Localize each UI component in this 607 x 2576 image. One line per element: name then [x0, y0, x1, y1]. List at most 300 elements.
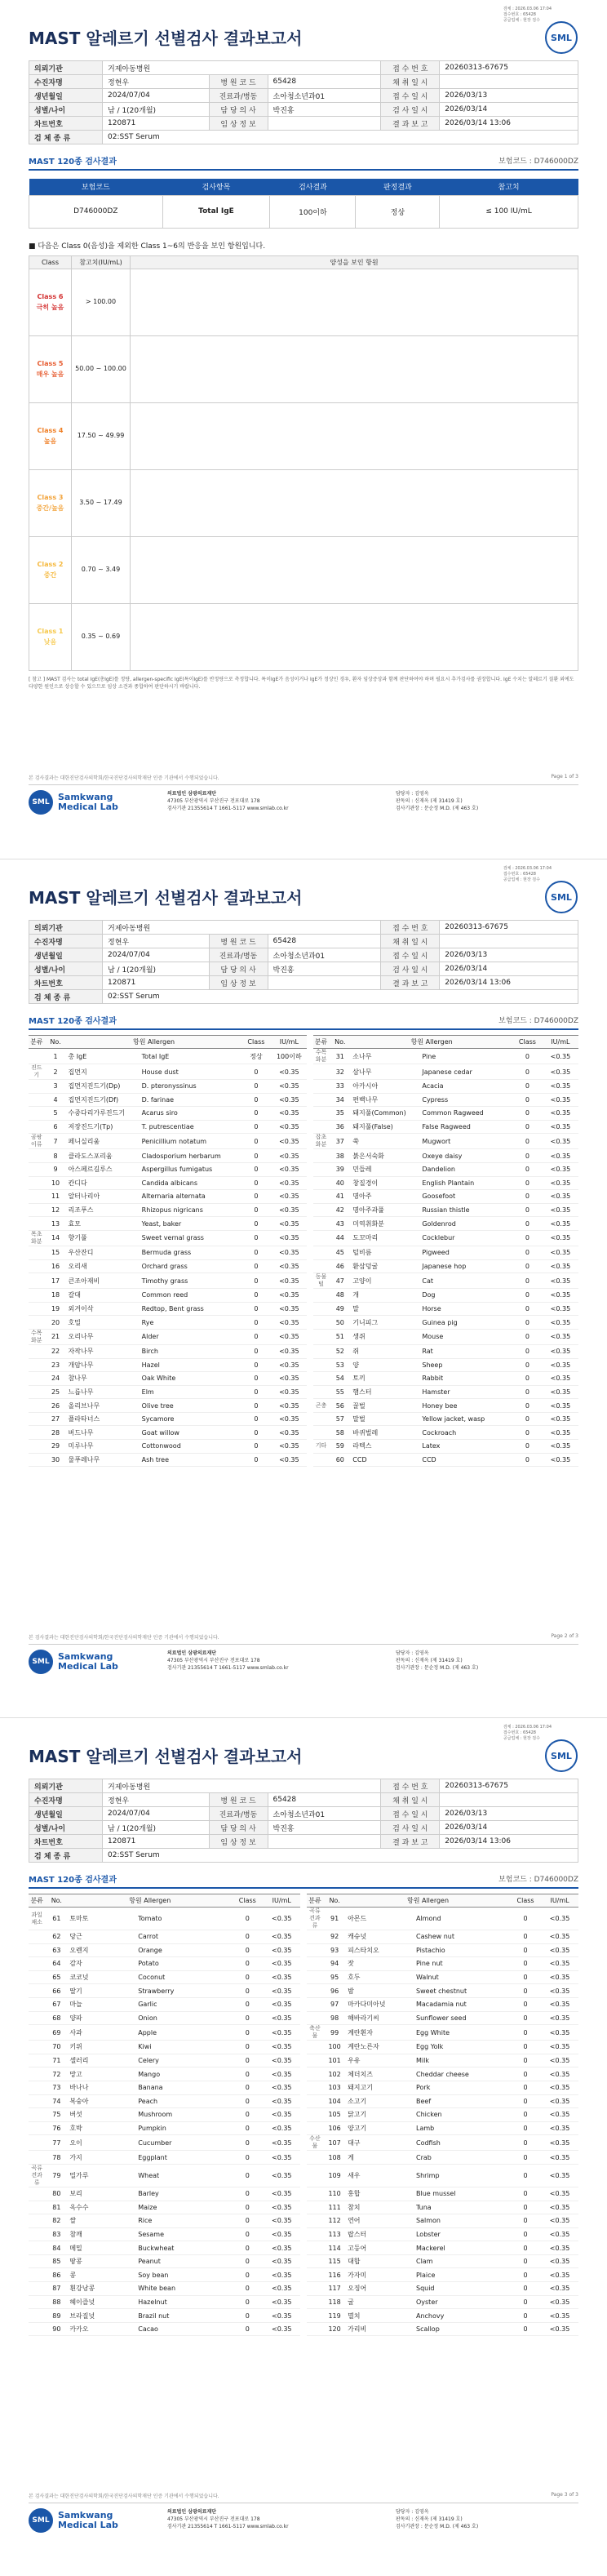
allergen-english: Apple [136, 2025, 232, 2041]
info-label: 검 사 일 시 [381, 1821, 440, 1835]
info-value: 02:SST Serum [103, 1849, 578, 1863]
category-label [29, 1344, 45, 1358]
allergen-no: 22 [45, 1344, 67, 1358]
allergen-english: Cat [420, 1273, 512, 1289]
allergen-value: <0.35 [543, 1217, 578, 1231]
info-value [440, 75, 578, 89]
allergen-english: Cypress [420, 1093, 512, 1107]
allergen-value: <0.35 [543, 1080, 578, 1094]
allergen-korean: 우산잔디 [67, 1246, 140, 1259]
allergen-class: 0 [241, 1134, 272, 1149]
allergen-value: <0.35 [263, 2214, 300, 2228]
category-label [29, 2054, 45, 2067]
allergen-korean: 코코넛 [68, 1970, 136, 1984]
table-row [29, 2187, 578, 2201]
allergen-value: <0.35 [271, 1316, 307, 1330]
category-label [313, 1385, 330, 1399]
allergen-english: Rice [136, 2214, 232, 2228]
allergen-no: 38 [329, 1149, 351, 1163]
category-label: 곰팡이류 [29, 1134, 45, 1149]
table-row [29, 2121, 578, 2135]
allergen-english: Eggplant [136, 2151, 232, 2165]
allergen-class: 0 [510, 2135, 541, 2151]
allergen-korean: 오징어 [346, 2282, 414, 2296]
allergen-value: <0.35 [541, 2201, 578, 2214]
allergen-class: 0 [512, 1302, 543, 1316]
category-label [313, 1289, 330, 1303]
info-label: 담 당 의 사 [209, 1821, 268, 1835]
allergen-korean: 효모 [67, 1217, 140, 1231]
category-label [313, 1190, 330, 1204]
allergen-korean: 연어 [346, 2214, 414, 2228]
info-value [440, 935, 578, 948]
allergen-value: <0.35 [263, 2135, 300, 2151]
allergen-no: 116 [323, 2268, 346, 2282]
category-label [29, 2041, 45, 2054]
allergen-no: 89 [45, 2309, 68, 2323]
footer-note-line [29, 1633, 578, 1645]
allergen-english: Mango [136, 2067, 232, 2081]
allergen-value: <0.35 [541, 2268, 578, 2282]
table-row [29, 1080, 578, 1094]
allergen-english: Birch [140, 1344, 241, 1358]
section-header [29, 1010, 578, 1030]
allergen-korean: 셀러리 [68, 2054, 136, 2067]
allergen-no: 100 [323, 2041, 346, 2054]
info-value: 정현우 [103, 75, 210, 89]
table-row [29, 1930, 578, 1944]
allergen-korean: 돼지고기 [346, 2081, 414, 2094]
lab-footer [29, 1650, 578, 1674]
allergen-no: 95 [323, 1970, 346, 1984]
allergen-english: Bermuda grass [140, 1246, 241, 1259]
allergen-no: 117 [323, 2282, 346, 2296]
category-label [29, 1385, 45, 1399]
category-label [313, 1203, 330, 1217]
allergen-no: 77 [45, 2135, 68, 2151]
allergen-class: 0 [512, 1329, 543, 1344]
allergen-no: 11 [45, 1190, 67, 1204]
allergen-value: <0.35 [271, 1064, 307, 1080]
table-row [29, 1273, 578, 1289]
category-label [313, 1259, 330, 1273]
table-row [29, 1399, 578, 1413]
category-label [313, 1344, 330, 1358]
category-label [313, 1162, 330, 1176]
allergen-korean: 생쥐 [351, 1329, 420, 1344]
allergen-english: Crab [414, 2151, 510, 2165]
allergen-value: <0.35 [543, 1358, 578, 1372]
allergen-value: <0.35 [263, 2081, 300, 2094]
allergen-no: 67 [45, 1997, 68, 2011]
allergen-english: Elm [140, 1385, 241, 1399]
allergen-value: <0.35 [543, 1176, 578, 1190]
allergen-korean: 호밀 [67, 1316, 140, 1330]
allergen-value: <0.35 [271, 1107, 307, 1121]
allergen-no: 28 [45, 1426, 67, 1440]
info-value: 120871 [103, 1835, 210, 1849]
allergen-korean: 소나무 [351, 1049, 420, 1064]
category-label [29, 1316, 45, 1330]
allergen-english: Chicken [414, 2108, 510, 2122]
allergen-value: 100이하 [271, 1049, 307, 1064]
category-label [29, 2268, 45, 2282]
allergen-class: 0 [241, 1329, 272, 1344]
allergen-value: <0.35 [271, 1149, 307, 1163]
category-label [313, 1120, 330, 1134]
allergen-no: 16 [45, 1259, 67, 1273]
allergen-value: <0.35 [271, 1162, 307, 1176]
section-header [29, 1869, 578, 1889]
table-row [29, 2214, 578, 2228]
allergen-value: <0.35 [263, 2187, 300, 2201]
allergen-no: 56 [329, 1399, 351, 1413]
allergen-class: 0 [241, 1273, 272, 1289]
allergen-english: Cocklebur [420, 1230, 512, 1246]
allergen-no: 51 [329, 1329, 351, 1344]
allergen-korean: 감자 [68, 1957, 136, 1971]
info-label: 의뢰기관 [29, 1779, 103, 1793]
report-title: MAST 알레르기 선별검사 결과보고서 [29, 29, 303, 48]
allergen-class: 0 [241, 1259, 272, 1273]
allergen-value: <0.35 [541, 2295, 578, 2309]
category-label [29, 1412, 45, 1426]
info-value: 2026/03/14 13:06 [440, 976, 578, 990]
allergen-class: 0 [510, 1908, 541, 1930]
allergen-value: <0.35 [263, 2025, 300, 2041]
allergen-class: 0 [510, 2254, 541, 2268]
allergen-english: Sycamore [140, 1412, 241, 1426]
allergen-class: 0 [512, 1426, 543, 1440]
allergen-class: 0 [241, 1316, 272, 1330]
info-value: 소아청소년과01 [268, 89, 381, 103]
allergen-value: <0.35 [263, 2067, 300, 2081]
allergen-korean: 고등어 [346, 2241, 414, 2255]
category-label [307, 2094, 323, 2108]
allergen-no: 37 [329, 1134, 351, 1149]
allergen-class: 0 [232, 2214, 263, 2228]
table-row [29, 1217, 578, 1231]
allergen-korean: 양 [351, 1358, 420, 1372]
col-header: 분류 [29, 1894, 45, 1908]
table-row [29, 1412, 578, 1426]
allergen-korean: 버섯 [68, 2108, 136, 2122]
category-label [307, 2322, 323, 2336]
allergen-korean: 계란노른자 [346, 2041, 414, 2054]
allergen-korean: 말 [351, 1302, 420, 1316]
allergen-value: <0.35 [263, 2227, 300, 2241]
page-number: Page 1 of 3 [551, 774, 578, 779]
category-label: 진드기 [29, 1064, 45, 1080]
allergen-class: 0 [510, 2309, 541, 2323]
allergen-english: Hazel [140, 1358, 241, 1372]
allergen-value: <0.35 [263, 2094, 300, 2108]
allergen-class: 0 [241, 1344, 272, 1358]
allergen-english: Mackerel [414, 2241, 510, 2255]
allergen-value: <0.35 [271, 1426, 307, 1440]
allergen-english: Russian thistle [420, 1203, 512, 1217]
category-label [29, 2067, 45, 2081]
table-row [29, 2254, 578, 2268]
allergen-no: 109 [323, 2164, 346, 2187]
allergen-no: 71 [45, 2054, 68, 2067]
table-row [29, 1957, 578, 1971]
positive-allergens [131, 603, 578, 670]
allergen-value: <0.35 [263, 2282, 300, 2296]
allergen-korean: 옥수수 [68, 2201, 136, 2214]
info-label: 병 원 코 드 [209, 75, 268, 89]
allergen-value: <0.35 [541, 2164, 578, 2187]
allergen-no: 54 [329, 1372, 351, 1386]
table-row [29, 1358, 578, 1372]
category-label [29, 2282, 45, 2296]
allergen-english: Honey bee [420, 1399, 512, 1413]
allergen-value: <0.35 [263, 1957, 300, 1971]
category-label [29, 1259, 45, 1273]
allergen-korean: 메밀 [68, 2241, 136, 2255]
category-label [313, 1149, 330, 1163]
allergen-no: 101 [323, 2054, 346, 2067]
allergen-class: 0 [232, 2108, 263, 2122]
allergen-value: <0.35 [541, 2135, 578, 2151]
allergen-english: D. farinae [140, 1093, 241, 1107]
allergen-value: <0.35 [263, 2322, 300, 2336]
col-header: IU/mL [541, 1894, 578, 1908]
category-label: 축산물 [307, 2025, 323, 2041]
allergen-english: Alternaria alternata [140, 1190, 241, 1204]
info-value: 2026/03/13 [440, 1807, 578, 1821]
category-label [307, 2309, 323, 2323]
allergen-korean: 오이 [68, 2135, 136, 2151]
lab-name: Medical Lab [58, 1661, 118, 1672]
info-value: 2026/03/14 [440, 1821, 578, 1835]
allergen-no: 92 [323, 1930, 346, 1944]
allergen-english: Milk [414, 2054, 510, 2067]
allergen-english: Clam [414, 2254, 510, 2268]
allergen-no: 80 [45, 2187, 68, 2201]
category-label [313, 1176, 330, 1190]
allergen-class: 0 [232, 1997, 263, 2011]
allergen-english: Pistachio [414, 1943, 510, 1957]
certification-note: 본 검사결과는 대한진단검사의학회/한국진단검사의학재단 인증 기관에서 수행되었습니다. [29, 775, 219, 781]
info-label: 채 취 일 시 [381, 935, 440, 948]
lab-signatures: 담당자 : 김영옥 판독의 : 신재옥 (제 31419 호) 검사기관장 : 문순정 M.D. (제 463 호) [396, 2509, 479, 2529]
info-label: 수진자명 [29, 1793, 103, 1807]
class-name: Class 2 중간 [29, 536, 72, 603]
info-value: 120871 [103, 976, 210, 990]
allergen-value: <0.35 [271, 1302, 307, 1316]
allergen-no: 85 [45, 2254, 68, 2268]
category-label [29, 2254, 45, 2268]
allergen-english: T. putrescentiae [140, 1120, 241, 1134]
allergen-english: Hamster [420, 1385, 512, 1399]
class-range: 3.50 ~ 17.49 [72, 469, 131, 536]
allergen-value: <0.35 [541, 2227, 578, 2241]
class-range: 17.50 ~ 49.99 [72, 402, 131, 469]
allergen-class: 0 [512, 1080, 543, 1094]
category-label [313, 1453, 330, 1467]
category-label [29, 2227, 45, 2241]
allergen-no: 64 [45, 1957, 68, 1971]
allergen-korean: 페니실리움 [67, 1134, 140, 1149]
allergen-korean: 오리새 [67, 1259, 140, 1273]
allergen-class: 0 [510, 2187, 541, 2201]
allergen-no: 42 [329, 1203, 351, 1217]
allergen-english: Egg White [414, 2025, 510, 2041]
report-page-1 [0, 0, 607, 859]
allergen-value: <0.35 [271, 1385, 307, 1399]
allergen-english: Pork [414, 2081, 510, 2094]
col-header: IU/mL [271, 1036, 307, 1049]
allergen-value: <0.35 [263, 2254, 300, 2268]
category-label: 수산물 [307, 2135, 323, 2151]
allergen-english: Orange [136, 1943, 232, 1957]
allergen-class: 0 [241, 1217, 272, 1231]
allergen-no: 111 [323, 2201, 346, 2214]
category-label [29, 2011, 45, 2025]
allergen-no: 47 [329, 1273, 351, 1289]
allergen-korean: 아몬드 [346, 1908, 414, 1930]
table-row [29, 1316, 578, 1330]
allergen-english: Tomato [136, 1908, 232, 1930]
info-label: 접 수 일 시 [381, 89, 440, 103]
allergen-english: Goosefoot [420, 1190, 512, 1204]
class-row [29, 536, 578, 603]
allergen-english: Codfish [414, 2135, 510, 2151]
allergen-no: 108 [323, 2151, 346, 2165]
allergen-korean: 편백나무 [351, 1093, 420, 1107]
allergen-english: Rye [140, 1316, 241, 1330]
allergen-value: <0.35 [541, 2241, 578, 2255]
category-label: 목초화분 [29, 1230, 45, 1246]
info-value: 정현우 [103, 1793, 210, 1807]
col-header: 항원 Allergen [67, 1036, 241, 1049]
allergen-no: 65 [45, 1970, 68, 1984]
section-header [29, 151, 578, 171]
allergen-korean: 키위 [68, 2041, 136, 2054]
table-row [29, 2322, 578, 2336]
info-value: 65428 [268, 1793, 381, 1807]
allergen-no: 66 [45, 1984, 68, 1998]
allergen-korean: 기니피그 [351, 1316, 420, 1330]
allergen-value: <0.35 [543, 1162, 578, 1176]
allergen-korean: 참깨 [68, 2227, 136, 2241]
allergen-korean: CCD [351, 1453, 420, 1467]
allergen-class: 0 [241, 1176, 272, 1190]
allergen-no: 9 [45, 1162, 67, 1176]
allergen-class: 0 [510, 2011, 541, 2025]
allergen-no: 2 [45, 1064, 67, 1080]
lab-address: 의료법인 삼광의료재단 47305 부산광역시 부산진구 전포대로 178 검사기관 21355614 T 1661-5117 www.smlab.co.kr [167, 2509, 289, 2529]
allergen-no: 74 [45, 2094, 68, 2108]
allergen-english: Latex [420, 1440, 512, 1454]
allergen-korean: 바퀴벌레 [351, 1426, 420, 1440]
category-label [313, 1316, 330, 1330]
allergen-korean: 호박 [68, 2121, 136, 2135]
allergen-class: 0 [512, 1049, 543, 1064]
class-note: ■ 다음은 Class 0(음성)을 제외한 Class 1~6의 반응을 보인 항원입니다. [29, 242, 266, 251]
allergen-korean: 땅콩 [68, 2254, 136, 2268]
allergen-class: 0 [510, 2227, 541, 2241]
allergen-english: Cottonwood [140, 1440, 241, 1454]
allergen-english: Penicillium notatum [140, 1134, 241, 1149]
col-header: 검사항목 [162, 179, 270, 195]
allergen-english: Goat willow [140, 1426, 241, 1440]
allergen-english: Potato [136, 1957, 232, 1971]
allergen-english: Kiwi [136, 2041, 232, 2054]
allergen-value: <0.35 [541, 1984, 578, 1998]
allergen-no: 36 [329, 1120, 351, 1134]
allergen-korean: 갈대 [67, 1289, 140, 1303]
col-header: No. [329, 1036, 351, 1049]
report-page-2 [0, 859, 607, 1717]
allergen-english: Plaice [414, 2268, 510, 2282]
class-range: 0.70 ~ 3.49 [72, 536, 131, 603]
allergen-korean: 망고 [68, 2067, 136, 2081]
allergen-class: 0 [510, 2025, 541, 2041]
patient-info-table [29, 60, 578, 144]
allergen-korean: 창질경이 [351, 1176, 420, 1190]
allergen-value: <0.35 [271, 1190, 307, 1204]
allergen-class: 0 [232, 1908, 263, 1930]
allergen-no: 41 [329, 1190, 351, 1204]
allergen-english: House dust [140, 1064, 241, 1080]
allergen-no: 34 [329, 1093, 351, 1107]
allergen-class: 0 [241, 1440, 272, 1454]
allergen-no: 88 [45, 2295, 68, 2309]
allergen-english: CCD [420, 1453, 512, 1467]
allergen-no: 107 [323, 2135, 346, 2151]
allergen-class: 0 [232, 2322, 263, 2336]
allergen-value: <0.35 [271, 1399, 307, 1413]
allergen-value: <0.35 [541, 2151, 578, 2165]
category-label [313, 1302, 330, 1316]
info-label: 결 과 보 고 [381, 117, 440, 131]
allergen-value: <0.35 [543, 1316, 578, 1330]
allergen-class: 0 [510, 2081, 541, 2094]
allergen-no: 24 [45, 1372, 67, 1386]
allergen-korean: 집먼지 [67, 1064, 140, 1080]
allergen-english: Acarus siro [140, 1107, 241, 1121]
allergen-value: <0.35 [271, 1080, 307, 1094]
positive-allergens [131, 402, 578, 469]
summary-cell: ≤ 100 IU/mL [440, 195, 578, 228]
info-label: 병 원 코 드 [209, 935, 268, 948]
allergen-korean: 토마토 [68, 1908, 136, 1930]
allergen-korean: 개암나무 [67, 1358, 140, 1372]
allergen-english: Peach [136, 2094, 232, 2108]
category-label [307, 2187, 323, 2201]
allergen-class: 0 [512, 1316, 543, 1330]
table-row [29, 1203, 578, 1217]
patient-info-table [29, 920, 578, 1004]
category-label [307, 2201, 323, 2214]
allergen-no: 81 [45, 2201, 68, 2214]
col-header: 판정결과 [356, 179, 440, 195]
category-label [29, 1302, 45, 1316]
section-title: MAST 120종 검사결과 [29, 1016, 117, 1026]
allergen-class: 0 [510, 2054, 541, 2067]
allergen-value: <0.35 [263, 1984, 300, 1998]
allergen-korean: 계란흰자 [346, 2025, 414, 2041]
sml-mark-icon: SML [29, 2508, 53, 2533]
allergen-value: <0.35 [541, 2214, 578, 2228]
category-label: 잡초화분 [313, 1134, 330, 1149]
allergen-korean: 양파 [68, 2011, 136, 2025]
allergen-english: Scallop [414, 2322, 510, 2336]
summary-cell: 정상 [356, 195, 440, 228]
allergen-korean: 브라질넛 [68, 2309, 136, 2323]
